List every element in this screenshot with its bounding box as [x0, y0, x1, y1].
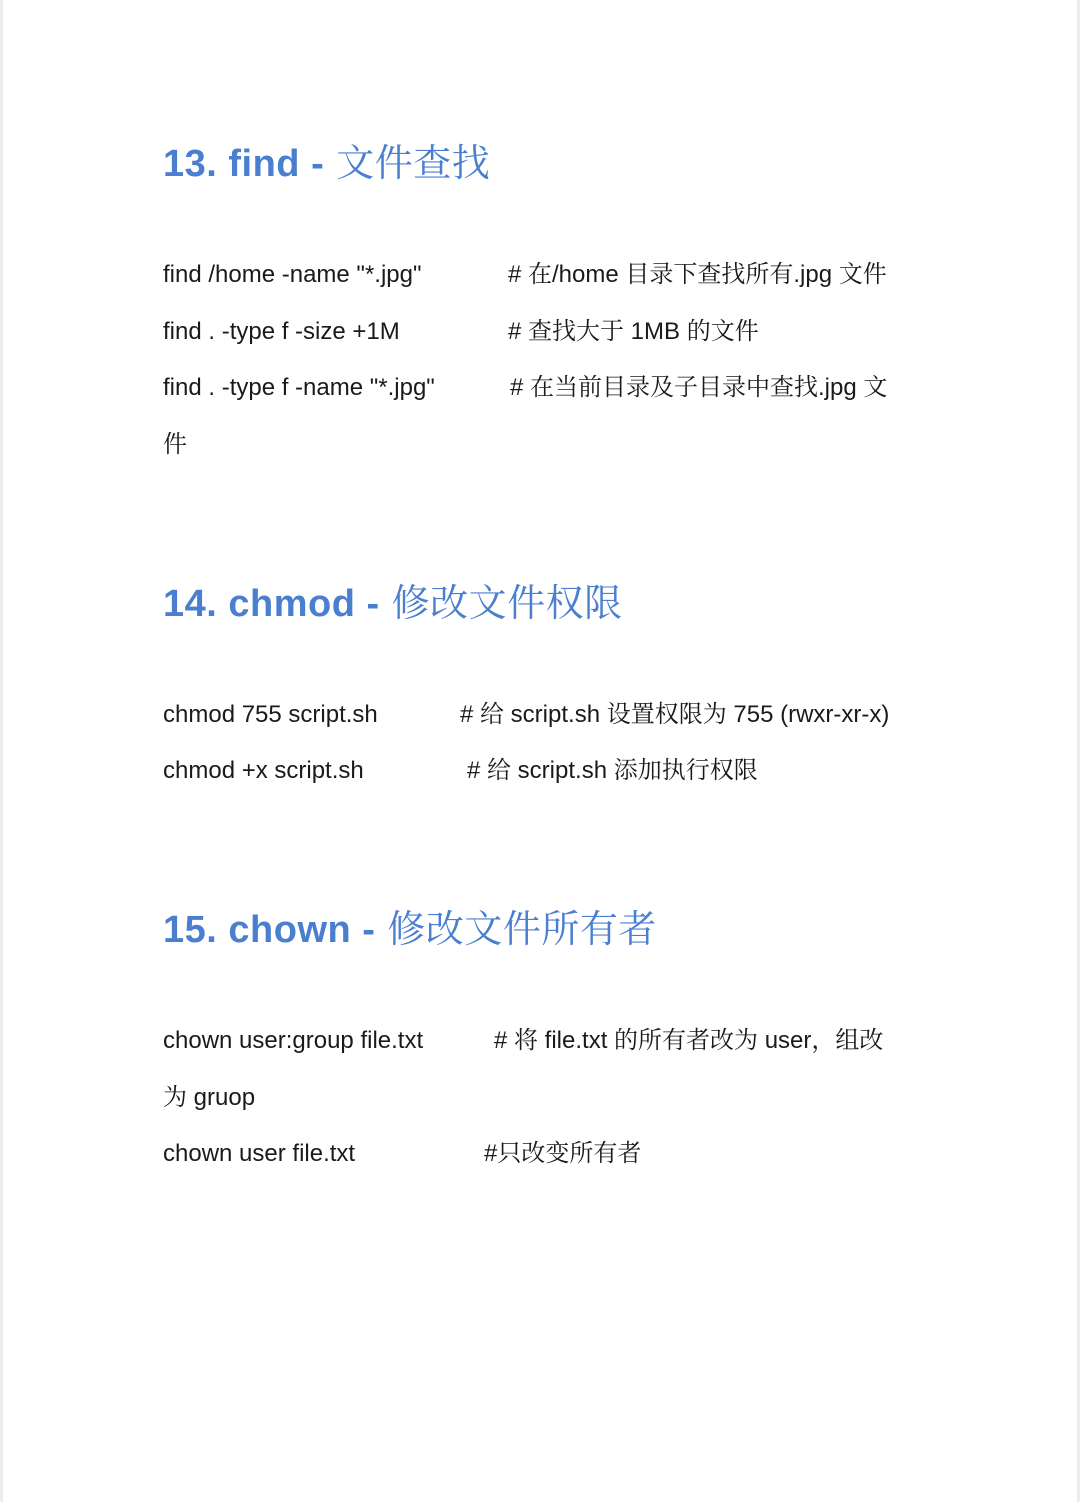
command-comment: # 给 script.sh 添加执行权限: [467, 757, 758, 784]
section-heading: [163, 572, 963, 627]
heading-description: 文件查找: [336, 141, 491, 185]
section-chown: [163, 898, 963, 1167]
command-comment: # 查找大于 1MB 的文件: [508, 318, 759, 345]
section-chmod: [163, 572, 963, 784]
heading-command: 13. find -: [163, 143, 325, 185]
heading-description: 修改文件所有者: [387, 907, 657, 951]
heading-command: 15. chown -: [163, 909, 376, 951]
comment-continuation: 件: [163, 431, 187, 458]
command-comment: # 在/home 目录下查找所有.jpg 文件: [508, 261, 887, 288]
command-text: chown user:group file.txt: [163, 1027, 424, 1054]
command-text: find . -type f -name "*.jpg": [163, 374, 435, 401]
section-find: [163, 132, 963, 458]
command-comment: # 在当前目录及子目录中查找.jpg 文: [510, 374, 888, 401]
command-comment: # 将 file.txt 的所有者改为 user，组改: [494, 1027, 884, 1054]
section-heading: [163, 132, 963, 187]
section-heading: [163, 898, 963, 953]
command-comment: #只改变所有者: [484, 1140, 642, 1167]
command-text: chmod 755 script.sh: [163, 701, 378, 728]
command-comment: # 给 script.sh 设置权限为 755 (rwxr-xr-x): [460, 701, 890, 728]
command-text: chown user file.txt: [163, 1140, 356, 1167]
command-text: find . -type f -size +1M: [163, 318, 400, 345]
command-text: find /home -name "*.jpg": [163, 261, 422, 288]
command-text: chmod +x script.sh: [163, 757, 364, 784]
page-edge-left: [0, 0, 3, 1502]
comment-continuation: 为 gruop: [163, 1084, 256, 1111]
heading-command: 14. chmod -: [163, 583, 380, 625]
heading-description: 修改文件权限: [391, 581, 623, 625]
